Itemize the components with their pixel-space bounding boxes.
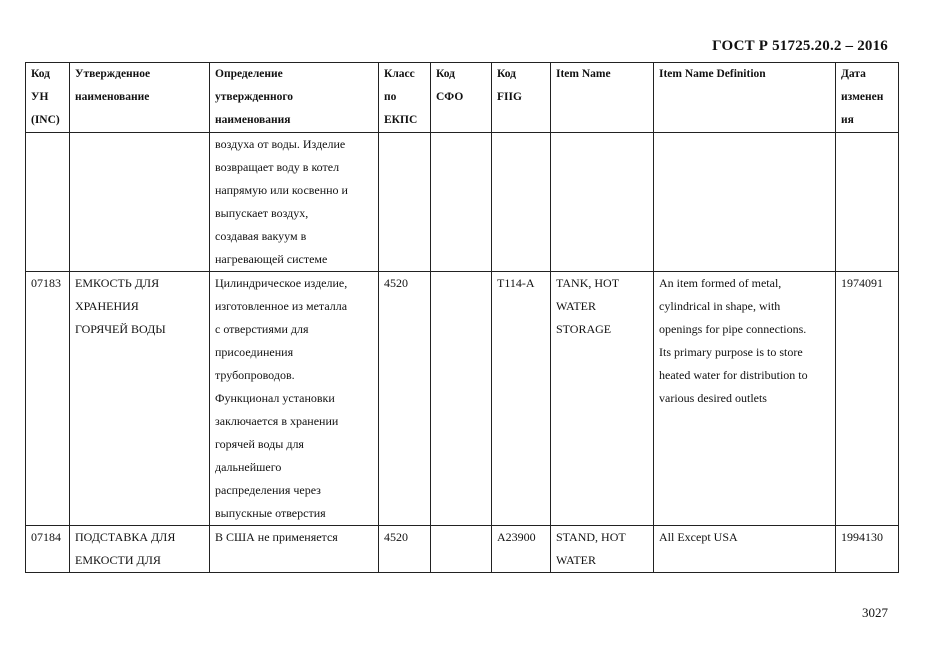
classification-table <box>25 62 899 573</box>
cell-fiig-code: A23900 <box>492 526 551 573</box>
cell-definition: В США не применяется <box>210 526 379 573</box>
document-standard-code: ГОСТ Р 51725.20.2 – 2016 <box>712 38 888 54</box>
table-header-row <box>26 63 899 133</box>
cell-definition: Цилиндрическое изделие, изготовленное из металла с отверстиями для присоединения трубопроводов. Функционал установки заключается в хранении горячей воды для дальнейшего распределения через выпускные отверстия <box>210 272 379 526</box>
cell-inc <box>26 133 70 272</box>
cell-sfo-code <box>431 133 492 272</box>
cell-inc: 07183 <box>26 272 70 526</box>
cell-definition: воздуха от воды. Изделие возвращает воду в котел напрямую или косвенно и выпускает воздух, создавая вакуум в нагревающей системе <box>210 133 379 272</box>
cell-change-date: 1974091 <box>836 272 899 526</box>
cell-ekps-class <box>379 133 431 272</box>
cell-item-name: STAND, HOT WATER <box>551 526 654 573</box>
column-header-item-name: Item Name <box>551 63 654 133</box>
table-row <box>26 272 899 526</box>
column-header-fiig-code: Код FIIG <box>492 63 551 133</box>
cell-approved-name: ЕМКОСТЬ ДЛЯ ХРАНЕНИЯ ГОРЯЧЕЙ ВОДЫ <box>70 272 210 526</box>
cell-sfo-code <box>431 526 492 573</box>
column-header-definition: Определение утвержденного наименования <box>210 63 379 133</box>
table-row <box>26 133 899 272</box>
cell-item-name-definition <box>654 133 836 272</box>
cell-item-name <box>551 133 654 272</box>
column-header-ekps-class: Класс по ЕКПС <box>379 63 431 133</box>
column-header-change-date: Дата изменен ия <box>836 63 899 133</box>
cell-item-name: TANK, HOT WATER STORAGE <box>551 272 654 526</box>
cell-approved-name <box>70 133 210 272</box>
cell-change-date <box>836 133 899 272</box>
cell-change-date: 1994130 <box>836 526 899 573</box>
cell-fiig-code: T114-A <box>492 272 551 526</box>
cell-item-name-definition: All Except USA <box>654 526 836 573</box>
column-header-item-name-definition: Item Name Definition <box>654 63 836 133</box>
cell-sfo-code <box>431 272 492 526</box>
cell-ekps-class: 4520 <box>379 272 431 526</box>
table-row <box>26 526 899 573</box>
cell-approved-name: ПОДСТАВКА ДЛЯ ЕМКОСТИ ДЛЯ <box>70 526 210 573</box>
cell-ekps-class: 4520 <box>379 526 431 573</box>
column-header-inc: Код УН (INC) <box>26 63 70 133</box>
column-header-approved-name: Утвержденное наименование <box>70 63 210 133</box>
page-number: 3027 <box>862 605 888 620</box>
cell-inc: 07184 <box>26 526 70 573</box>
column-header-sfo-code: Код СФО <box>431 63 492 133</box>
cell-item-name-definition: An item formed of metal, cylindrical in shape, with openings for pipe connections. Its primary purpose is to store heated water for distribution to various desired outlets <box>654 272 836 526</box>
cell-fiig-code <box>492 133 551 272</box>
